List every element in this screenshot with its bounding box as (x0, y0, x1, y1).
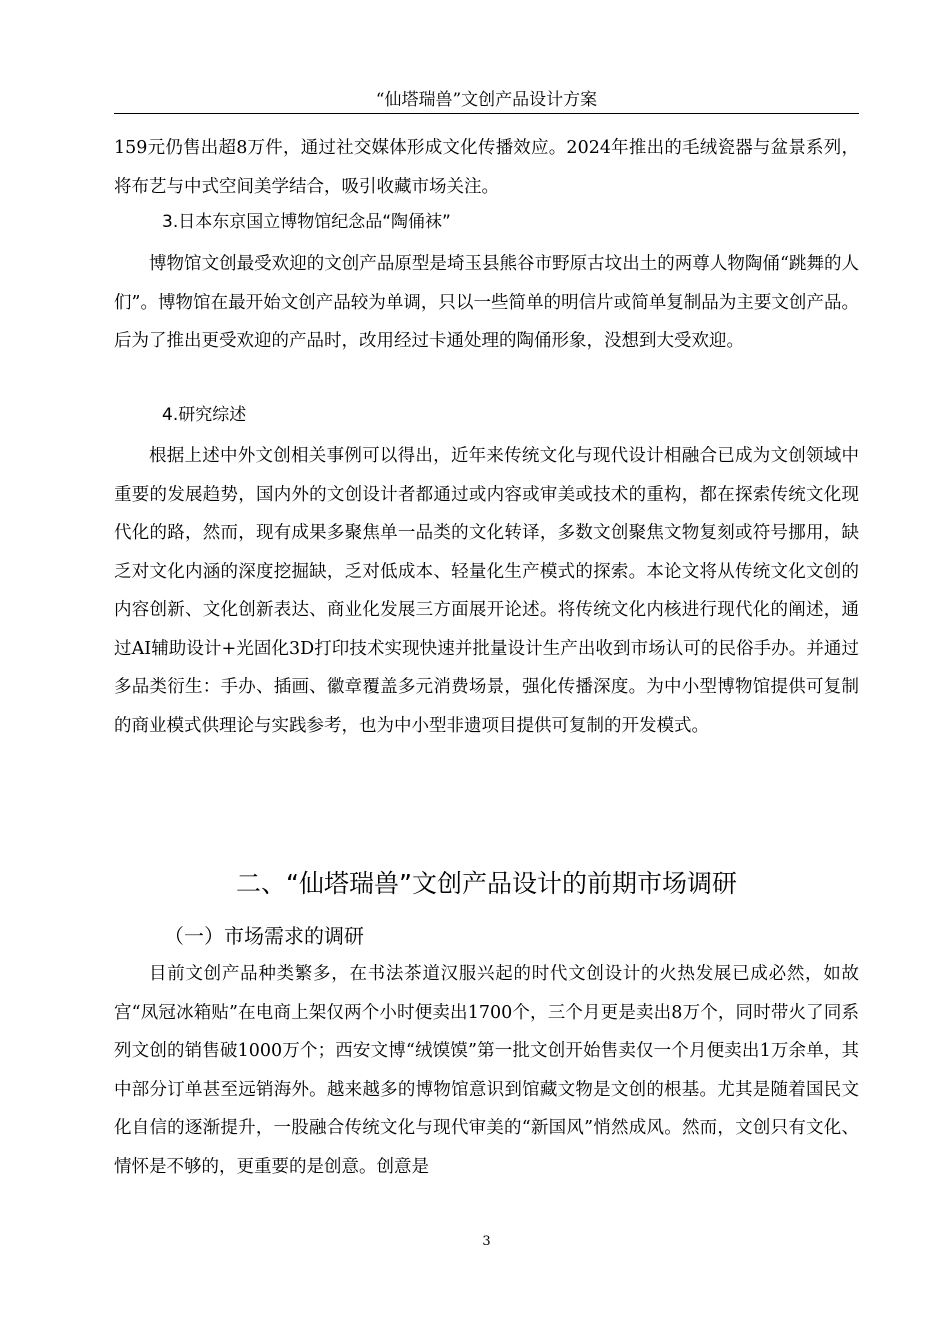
subheading-research-review: 4.研究综述 (162, 405, 247, 425)
paragraph-research-review: 根据上述中外文创相关事例可以得出，近年来传统文化与现代设计相融合已成为文创领域中重要的发展趋势，国内外的文创设计者都通过或内容或审美或技术的重构，都在探索传统文化现代化的路，然而，现有成果多聚焦单一品类的文化转译，多数文创聚焦文物复刻或符号挪用，缺乏对文化内涵的深度挖掘缺，乏对低成本、轻量化生产模式的探索。本论文将从传统文化文创的内容创新、文化创新表达、商业化发展三方面展开论述。将传统文化内核进行现代化的阐述，通过AI辅助设计+光固化3D打印技术实现快速并批量设计生产出收到市场认可的民俗手办。并通过多品类衍生：手办、插画、徽章覆盖多元消费场景，强化传播深度。为中小型博物馆提供可复制的商业模式供理论与实践参考，也为中小型非遗项目提供可复制的开发模式。 (114, 446, 859, 736)
header-divider (114, 113, 859, 114)
chapter-title: 二、“仙塔瑞兽”文创产品设计的前期市场调研 (236, 869, 737, 898)
page-number: 3 (482, 1234, 491, 1249)
paragraph-market-demand: 目前文创产品种类繁多，在书法茶道汉服兴起的时代文创设计的火热发展已成必然，如故宫“凤冠冰箱贴”在电商上架仅两个小时便卖出1700个，三个月更是卖出8万个，同时带火了同系列文创的销售破1000万个；西安文博“绒馍馍”第一批文创开始售卖仅一个月便卖出1万余单，其中部分订单甚至远销海外。越来越多的博物馆意识到馆藏文物是文创的根基。尤其是随着国民文化自信的逐渐提升，一股融合传统文化与现代审美的“新国风”悄然成风。然而，文创只有文化、情怀是不够的，更重要的是创意。创意是 (114, 964, 859, 1177)
section-title: （一）市场需求的调研 (164, 924, 364, 948)
paragraph-continued: 159元仍售出超8万件，通过社交媒体形成文化传播效应。2024年推出的毛绒瓷器与盆景系列，将布艺与中式空间美学结合，吸引收藏市场关注。 (114, 138, 859, 197)
page-header-title: “仙塔瑞兽”文创产品设计方案 (375, 90, 598, 110)
subheading-tokyo-museum: 3.日本东京国立博物馆纪念品“陶俑袜” (162, 212, 451, 232)
paragraph-tokyo-museum: 博物馆文创最受欢迎的文创产品原型是埼玉县熊谷市野原古坟出土的两尊人物陶俑“跳舞的人们”。博物馆在最开始文创产品较为单调，只以一些简单的明信片或简单复制品为主要文创产品。后为了推出更受欢迎的产品时，改用经过卡通处理的陶俑形象，没想到大受欢迎。 (114, 254, 859, 351)
